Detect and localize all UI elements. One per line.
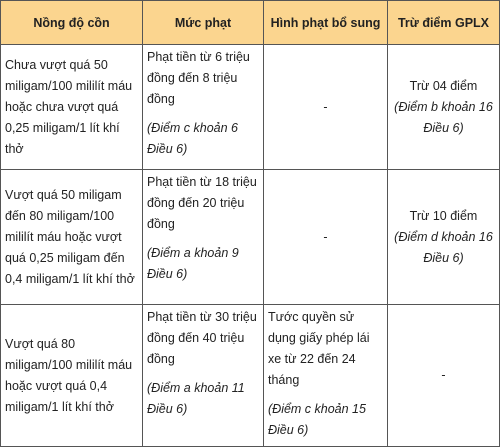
license-points-cell [388, 305, 500, 447]
extra-penalty-cell [264, 45, 388, 170]
points-reference: (Điểm b khoản 16 Điều 6) [394, 99, 493, 135]
table-row [1, 170, 500, 305]
extra-penalty-text: - [323, 99, 328, 114]
header-extra-penalty: Hình phạt bổ sung [264, 1, 388, 45]
concentration-text: Vượt quá 50 miligam đến 80 miligam/100 mililít máu hoặc vượt quá 0,25 miligam đến 0,4 miligam/1 lít khí thở [5, 187, 135, 286]
concentration-text: Vượt quá 80 miligam/100 mililít máu hoặc vượt quá 0,4 miligam/1 lít khí thở [5, 336, 133, 414]
points-text: - [441, 368, 446, 382]
penalty-reference: (Điểm a khoản 9 Điều 6) [147, 246, 239, 281]
header-concentration: Nồng độ cồn [1, 1, 143, 45]
penalty-text: Phạt tiền từ 30 triệu đồng đến 40 triệu đồng [147, 310, 257, 366]
header-penalty: Mức phạt [143, 1, 264, 45]
concentration-cell [1, 170, 143, 305]
extra-penalty-reference: (Điểm c khoản 15 Điều 6) [268, 402, 366, 437]
extra-penalty-cell [264, 305, 388, 447]
header-license-points: Trừ điểm GPLX [388, 1, 500, 45]
table-row [1, 305, 500, 447]
extra-penalty-cell [264, 170, 388, 305]
points-text: Trừ 04 điểm [409, 78, 478, 93]
penalty-text: Phạt tiền từ 6 triệu đồng đến 8 triệu đồng [147, 50, 250, 106]
penalty-text: Phạt tiền từ 18 triệu đồng đến 20 triệu đồng [147, 175, 257, 231]
points-reference: (Điểm d khoản 16 Điều 6) [394, 229, 493, 265]
extra-penalty-text: - [323, 229, 328, 244]
table-header-row [1, 1, 500, 45]
points-text: Trừ 10 điểm [409, 208, 478, 223]
license-points-cell [388, 170, 500, 305]
concentration-cell [1, 45, 143, 170]
license-points-cell [388, 45, 500, 170]
extra-penalty-text: Tước quyền sử dụng giấy phép lái xe từ 22 đến 24 tháng [268, 310, 370, 387]
penalty-reference: (Điểm c khoản 6 Điều 6) [147, 121, 239, 156]
penalty-cell [143, 170, 264, 305]
penalty-cell [143, 45, 264, 170]
concentration-cell [1, 305, 143, 447]
penalty-cell [143, 305, 264, 447]
penalty-reference: (Điểm a khoản 11 Điều 6) [147, 381, 245, 416]
concentration-text: Chưa vượt quá 50 miligam/100 mililít máu hoặc chưa vượt quá 0,25 miligam/1 lít khí thở [5, 57, 133, 156]
table-row [1, 45, 500, 170]
